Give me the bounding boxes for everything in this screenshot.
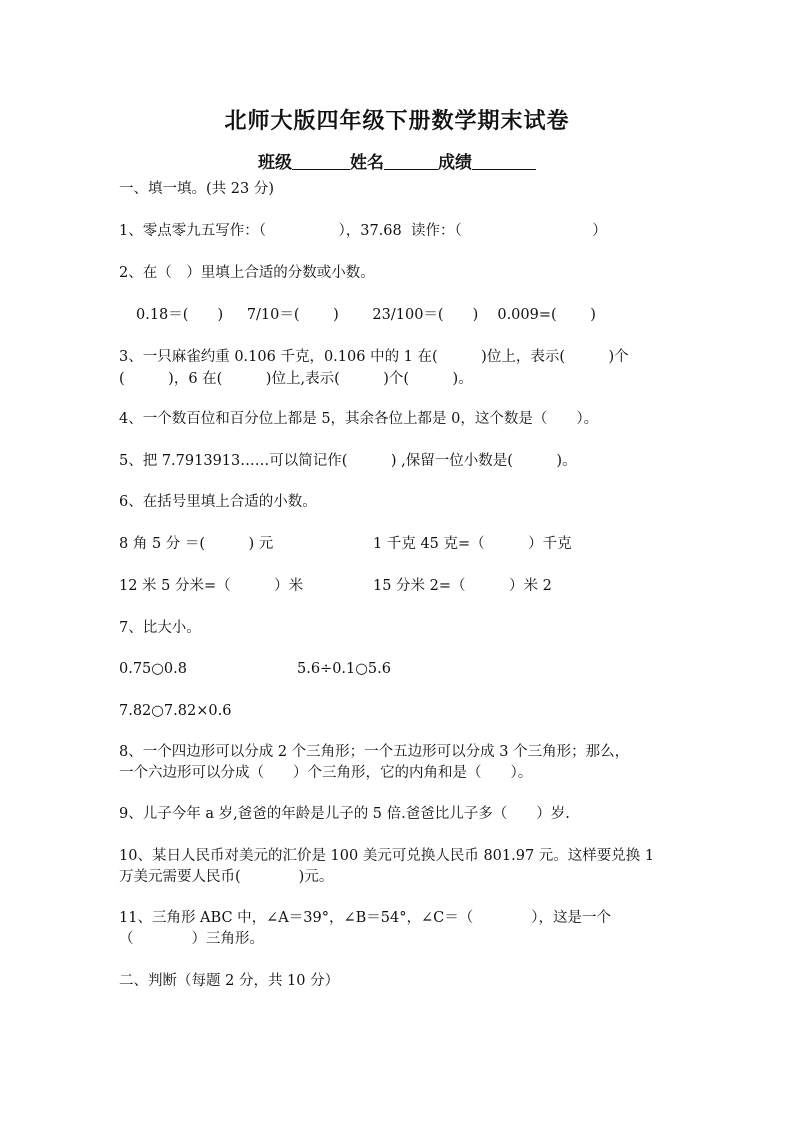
question-7: 7、比大小。 [119,620,201,636]
question-5: 5、把 7.7913913……可以简记作( ) ,保留一位小数是( )。 [119,453,577,469]
question-6-row2-a: 12 米 5 分米=（ ）米 [119,578,304,594]
question-10-line2: 万美元需要人民币( )元。 [119,869,334,885]
score-blank [472,153,536,170]
question-11-line2: （ ）三角形。 [119,931,264,947]
name-blank [384,153,438,170]
question-3-line1: 3、一只麻雀约重 0.106 千克，0.106 中的 1 在( )位上，表示( )个 [119,349,629,365]
question-8-line1: 8、一个四边形可以分成 2 个三角形；一个五边形可以分成 3 个三角形；那么， [119,744,630,760]
question-7-c: 7.82○7.82×0.6 [119,703,232,719]
question-8-line2: 一个六边形可以分成（ ）个三角形，它的内角和是（ ）。 [119,765,533,781]
question-7-a: 0.75○0.8 [119,661,187,677]
question-9: 9、儿子今年 a 岁,爸爸的年龄是儿子的 5 倍.爸爸比儿子多（ ）岁. [119,806,570,822]
section2-heading: 二、判断（每题 2 分，共 10 分） [119,973,340,989]
score-label: 成绩 [438,153,472,173]
question-6: 6、在括号里填上合适的小数。 [119,494,317,510]
question-6-row2-b: 15 分米 2=（ ）米 2 [373,578,552,594]
name-label: 姓名 [350,153,384,173]
page-title: 北师大版四年级下册数学期末试卷 [224,108,570,134]
question-7-b: 5.6÷0.1○5.6 [297,661,391,677]
question-2-items: 0.18＝( ) 7/10＝( ) 23/100＝( ) 0.009=( ) [136,307,596,323]
class-blank [292,153,350,170]
question-4: 4、一个数百位和百分位上都是 5，其余各位上都是 0，这个数是（ ）。 [119,411,599,427]
section1-heading: 一、填一填。(共 23 分) [119,181,274,197]
class-label: 班级 [258,153,292,173]
question-2: 2、在（ ）里填上合适的分数或小数。 [119,265,375,281]
question-11-line1: 11、三角形 ABC 中，∠A＝39°，∠B＝54°，∠C＝（ ），这是一个 [119,910,611,926]
question-6-row1-a: 8 角 5 分 ＝( ) 元 [119,536,274,552]
question-10-line1: 10、某日人民币对美元的汇价是 100 美元可兑换人民币 801.97 元。这样要兑换 1 [119,848,655,864]
student-info-line [0,148,794,173]
question-3-line2: ( )，6 在( )位上,表示( )个( )。 [119,371,473,387]
question-1: 1、零点零九五写作：（ ），37.68 读作：（ ） [119,223,607,239]
question-6-row1-b: 1 千克 45 克=（ ）千克 [373,536,572,552]
